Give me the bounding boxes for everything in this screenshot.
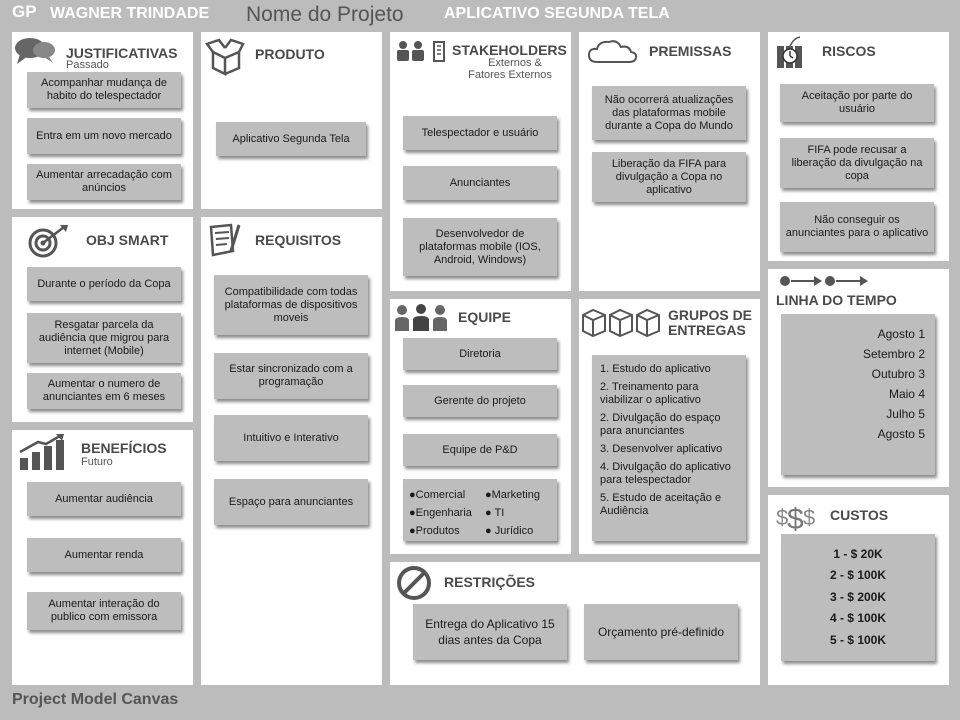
produto-card: Aplicativo Segunda Tela: [216, 122, 366, 156]
restricoes-title: RESTRIÇÕES: [444, 574, 536, 590]
produto-title: PRODUTO: [255, 46, 325, 62]
risco-card: Aceitação por parte do usuário: [780, 84, 934, 122]
requisitos-title: REQUISITOS: [255, 232, 342, 248]
gp-label: GP: [12, 2, 37, 21]
beneficios-title: BENEFÍCIOS: [81, 440, 167, 456]
requisitos-panel: [201, 217, 382, 685]
custo-item: 5 - $ 100K: [829, 632, 887, 647]
area-item: ●Produtos: [409, 525, 460, 537]
justificativa-card: Aumentar arrecadação com anúncios: [27, 164, 181, 200]
grupo-item: 1. Estudo do aplicativo: [600, 363, 711, 375]
premissas-panel: [579, 32, 760, 291]
stakeholders-subtitle-1: Externos &: [488, 57, 542, 69]
justificativas-subtitle: Passado: [66, 59, 109, 71]
timeline-item: Agosto 1: [877, 327, 925, 341]
premissa-card: Liberação da FIFA para divulgação a Copa no aplicativo: [592, 152, 746, 202]
beneficio-card: Aumentar audiência: [27, 482, 181, 516]
grupo-item: 3. Desenvolver aplicativo: [600, 443, 723, 455]
risco-card: FIFA pode recusar a liberação da divulgação na copa: [780, 138, 934, 188]
justificativa-card: Entra em um novo mercado: [27, 118, 181, 154]
grupos-title-2: ENTREGAS: [668, 322, 746, 338]
custos-list: [785, 544, 931, 652]
equipe-areas-card: [403, 479, 557, 541]
custos-panel: [768, 495, 949, 685]
requisito-card: Estar sincronizado com a programação: [214, 353, 368, 399]
no-entry-icon: [395, 564, 433, 602]
stakeholders-panel: [390, 32, 571, 291]
stakeholder-card: Anunciantes: [403, 166, 557, 200]
project-name: APLICATIVO SEGUNDA TELA: [444, 5, 670, 22]
bar-chart-icon: [16, 434, 72, 472]
beneficio-card: Aumentar renda: [27, 538, 181, 572]
linha-tempo-title: LINHA DO TEMPO: [776, 292, 897, 308]
custos-title: CUSTOS: [830, 507, 889, 523]
area-item: ● TI: [485, 507, 505, 519]
custo-item: 1 - $ 20K: [833, 546, 883, 561]
restricao-card: Entrega do Aplicativo 15 dias antes da Copa: [413, 604, 567, 660]
risco-card: Não conseguir os anunciantes para o aplicativo: [780, 202, 934, 252]
beneficios-subtitle: Futuro: [81, 456, 113, 468]
justificativas-panel: [12, 32, 193, 209]
cloud-icon: [587, 38, 639, 64]
riscos-title: RISCOS: [822, 43, 876, 59]
requisito-card: Espaço para anunciantes: [214, 479, 368, 525]
area-item: ●Engenharia: [409, 507, 472, 519]
custo-item: 3 - $ 200K: [829, 589, 887, 604]
stakeholders-subtitle-2: Fatores Externos: [468, 69, 552, 81]
svg-text:$: $: [787, 503, 804, 533]
beneficio-card: Aumentar interação do publico com emissora: [27, 592, 181, 630]
grupos-list: [600, 363, 738, 523]
grupos-card: [592, 355, 746, 541]
svg-text:$: $: [803, 505, 816, 530]
equipe-card: Gerente do projeto: [403, 385, 557, 417]
grupo-item: 2. Treinamento para viabilizar o aplicativo: [600, 381, 701, 406]
linha-tempo-panel: [768, 269, 949, 487]
grupos-panel: [579, 299, 760, 554]
custos-card: [781, 534, 935, 661]
premissa-card: Não ocorrerá atualizações das plataformas mobile durante a Copa do Mundo: [592, 86, 746, 140]
justificativas-title: JUSTIFICATIVAS: [66, 45, 178, 61]
stakeholder-card: Telespectador e usuário: [403, 116, 557, 150]
produto-panel: [201, 32, 382, 209]
project-label: Nome do Projeto: [246, 3, 404, 26]
areas-col-1: [409, 486, 485, 540]
linha-tempo-card: [781, 314, 935, 475]
grupo-item: 5. Estudo de aceitação e Audiência: [600, 492, 722, 517]
team-icon: [394, 303, 448, 333]
manager-name: WAGNER TRINDADE: [50, 5, 210, 22]
boxes-icon: [581, 307, 663, 337]
area-item: ●Marketing: [485, 489, 540, 501]
dollar-icon: [776, 499, 816, 533]
target-icon: [26, 223, 70, 259]
equipe-panel: [390, 299, 571, 554]
dynamite-clock-icon: [774, 34, 808, 70]
stakeholder-card: Desenvolvedor de plataformas mobile (IOS, Android, Windows): [403, 218, 557, 276]
timeline-icon: [778, 274, 872, 288]
timeline-item: Outubro 3: [871, 367, 925, 381]
grupos-title-1: GRUPOS DE: [668, 307, 753, 323]
obj-smart-card: Aumentar o numero de anunciantes em 6 meses: [27, 373, 181, 409]
people-building-icon: [396, 40, 450, 62]
areas-col-2: [485, 486, 540, 540]
requisito-card: Compatibilidade com todas plataformas de dispositivos moveis: [214, 275, 368, 335]
stakeholders-title: STAKEHOLDERS: [452, 42, 567, 58]
area-item: ● Jurídico: [485, 525, 534, 537]
equipe-card: Diretoria: [403, 338, 557, 370]
grupo-item: 4. Divulgação do aplicativo para telespectador: [600, 461, 731, 486]
svg-text:$: $: [776, 505, 789, 530]
equipe-card: Equipe de P&D: [403, 434, 557, 466]
premissas-title: PREMISSAS: [649, 43, 732, 59]
obj-smart-title: OBJ SMART: [86, 232, 169, 248]
footer-title: Project Model Canvas: [12, 691, 179, 708]
equipe-title: EQUIPE: [458, 309, 511, 325]
requisito-card: Intuitivo e Interativo: [214, 415, 368, 461]
area-item: ●Comercial: [409, 489, 466, 501]
open-box-icon: [205, 38, 245, 76]
timeline-list: [791, 324, 925, 444]
beneficios-panel: [12, 430, 193, 685]
restricoes-panel: [390, 562, 760, 685]
grupo-item: 2. Divulgação do espaço para anunciantes: [600, 412, 721, 437]
obj-smart-panel: [12, 217, 193, 422]
timeline-item: Agosto 5: [877, 427, 925, 441]
obj-smart-card: Resgatar parcela da audiência que migrou para internet (Mobile): [27, 313, 181, 363]
timeline-item: Julho 5: [886, 407, 925, 421]
obj-smart-card: Durante o período da Copa: [27, 267, 181, 301]
timeline-item: Maio 4: [888, 387, 925, 401]
speech-bubbles-icon: [14, 36, 56, 66]
timeline-item: Setembro 2: [862, 347, 925, 361]
custo-item: 2 - $ 100K: [829, 568, 887, 583]
riscos-panel: [768, 32, 949, 261]
restricao-card: Orçamento pré-definido: [584, 604, 738, 660]
custo-item: 4 - $ 100K: [829, 611, 887, 626]
justificativa-card: Acompanhar mudança de habito do telespectador: [27, 72, 181, 108]
clipboard-icon: [205, 221, 245, 259]
